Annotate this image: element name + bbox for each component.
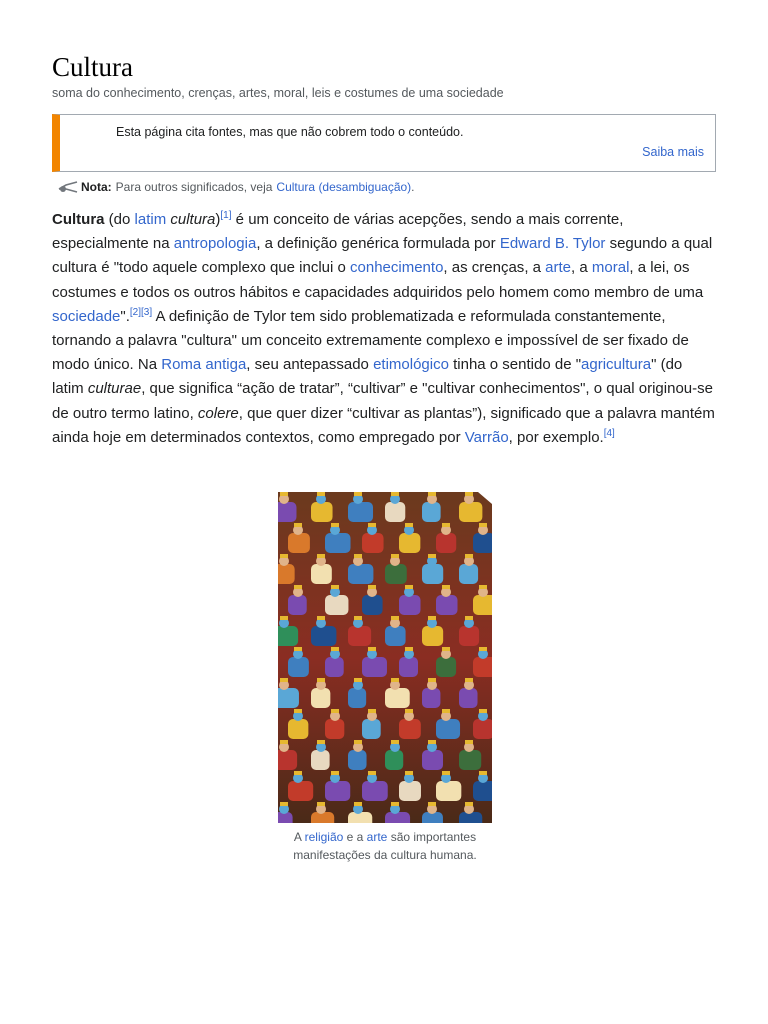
body-text: , por exemplo. — [508, 428, 604, 446]
body-text: e todos os outros hábitos e capacidades adquiridos pelo homem como membro de uma — [116, 283, 704, 301]
reference-link[interactable]: [4] — [603, 427, 615, 439]
body-text: , a — [629, 259, 651, 277]
body-text: ) — [215, 211, 221, 228]
hatnote-label: Nota: — [81, 180, 112, 194]
wiki-link[interactable]: sociedade — [52, 307, 121, 325]
citation-notice-box — [52, 114, 716, 172]
disambiguation-link[interactable]: Cultura (desambiguação) — [276, 180, 412, 194]
body-text: segundo a qual cultura é "todo aquele complexo que inclui o — [52, 235, 713, 277]
hatnote-text: Para outros significados, veja — [115, 180, 273, 194]
figure-caption — [278, 828, 492, 864]
wiki-link[interactable]: latim — [134, 211, 167, 228]
caption-text: A — [293, 830, 305, 844]
wiki-link[interactable]: lei — [650, 259, 666, 277]
wiki-link[interactable]: arte — [545, 259, 572, 277]
italic-term: cultura — [170, 211, 216, 228]
body-text: , a — [524, 259, 546, 277]
religion-link[interactable]: religião — [304, 830, 344, 844]
body-text: , os — [665, 259, 690, 277]
wiki-link[interactable]: etimológico — [373, 356, 449, 374]
wiki-link[interactable]: costumes — [52, 283, 117, 301]
reference — [130, 307, 152, 318]
wiki-link[interactable]: antropologia — [173, 235, 257, 253]
italic-term: colere — [197, 404, 239, 422]
body-text: , que significa “ação de tratar”, “cultivar” e "cultivar conhecimentos", o qual originou-se de outro termo latino, — [52, 380, 713, 422]
wiki-link[interactable]: Varrão — [464, 428, 509, 446]
body-text: , a definição genérica formulada por — [256, 235, 500, 253]
reference-link[interactable]: [1] — [220, 210, 232, 221]
wiki-link[interactable]: conhecimento — [350, 259, 444, 277]
learn-more-link[interactable]: Saiba mais — [642, 145, 704, 159]
body-text: tinha o sentido de " — [448, 356, 582, 374]
bold-term: Cultura — [52, 211, 105, 228]
body-text: , que quer dizer “cultivar as plantas”), significado que a palavra mantém ainda hoje em determinados contextos, como empregado por — [52, 404, 715, 446]
wiki-link[interactable]: moral — [591, 259, 630, 277]
page-title: Cultura — [52, 52, 133, 82]
hatnote — [58, 179, 415, 195]
wiki-link[interactable]: crenças — [471, 259, 525, 277]
wiki-link[interactable]: Edward B. Tylor — [499, 235, 606, 253]
lead-paragraph — [52, 208, 718, 450]
body-text: " (do latim — [52, 356, 683, 398]
body-text: ". — [120, 307, 130, 325]
body-text: , seu antepassado — [246, 356, 374, 374]
body-text: A definição de Tylor tem sido problematizada e reformulada constantemente, tornando a palavra "cultura" um conceito extremamente complexo e impossível de ser fixado de modo único. Na — [52, 307, 689, 374]
reference — [220, 210, 231, 221]
art-link[interactable]: arte — [366, 830, 388, 844]
body-text: é um conceito de várias acepções, sendo a mais corrente, especialmente na — [52, 211, 624, 253]
body-text: (do — [104, 211, 135, 228]
notice-message: Esta página cita fontes, mas que não cobrem todo o conteúdo. — [116, 125, 464, 139]
disambiguation-icon — [58, 180, 78, 194]
body-text: , as — [443, 259, 472, 277]
hatnote-trailing: . — [411, 180, 415, 194]
reference-link[interactable]: [2][3] — [129, 306, 153, 318]
wiki-link[interactable]: Roma antiga — [161, 356, 247, 374]
caption-text: e a — [343, 830, 367, 844]
figure — [278, 492, 492, 864]
italic-term: culturae — [87, 380, 142, 398]
wiki-link[interactable]: agricultura — [581, 356, 652, 374]
reference — [604, 428, 615, 439]
page-subtitle: soma do conhecimento, crenças, artes, moral, leis e costumes de uma sociedade — [52, 86, 504, 100]
body-text: , a — [571, 259, 592, 277]
caption-text: são importantes manifestações da cultura humana. — [293, 830, 477, 862]
temple-sculpture-image[interactable] — [278, 492, 492, 823]
